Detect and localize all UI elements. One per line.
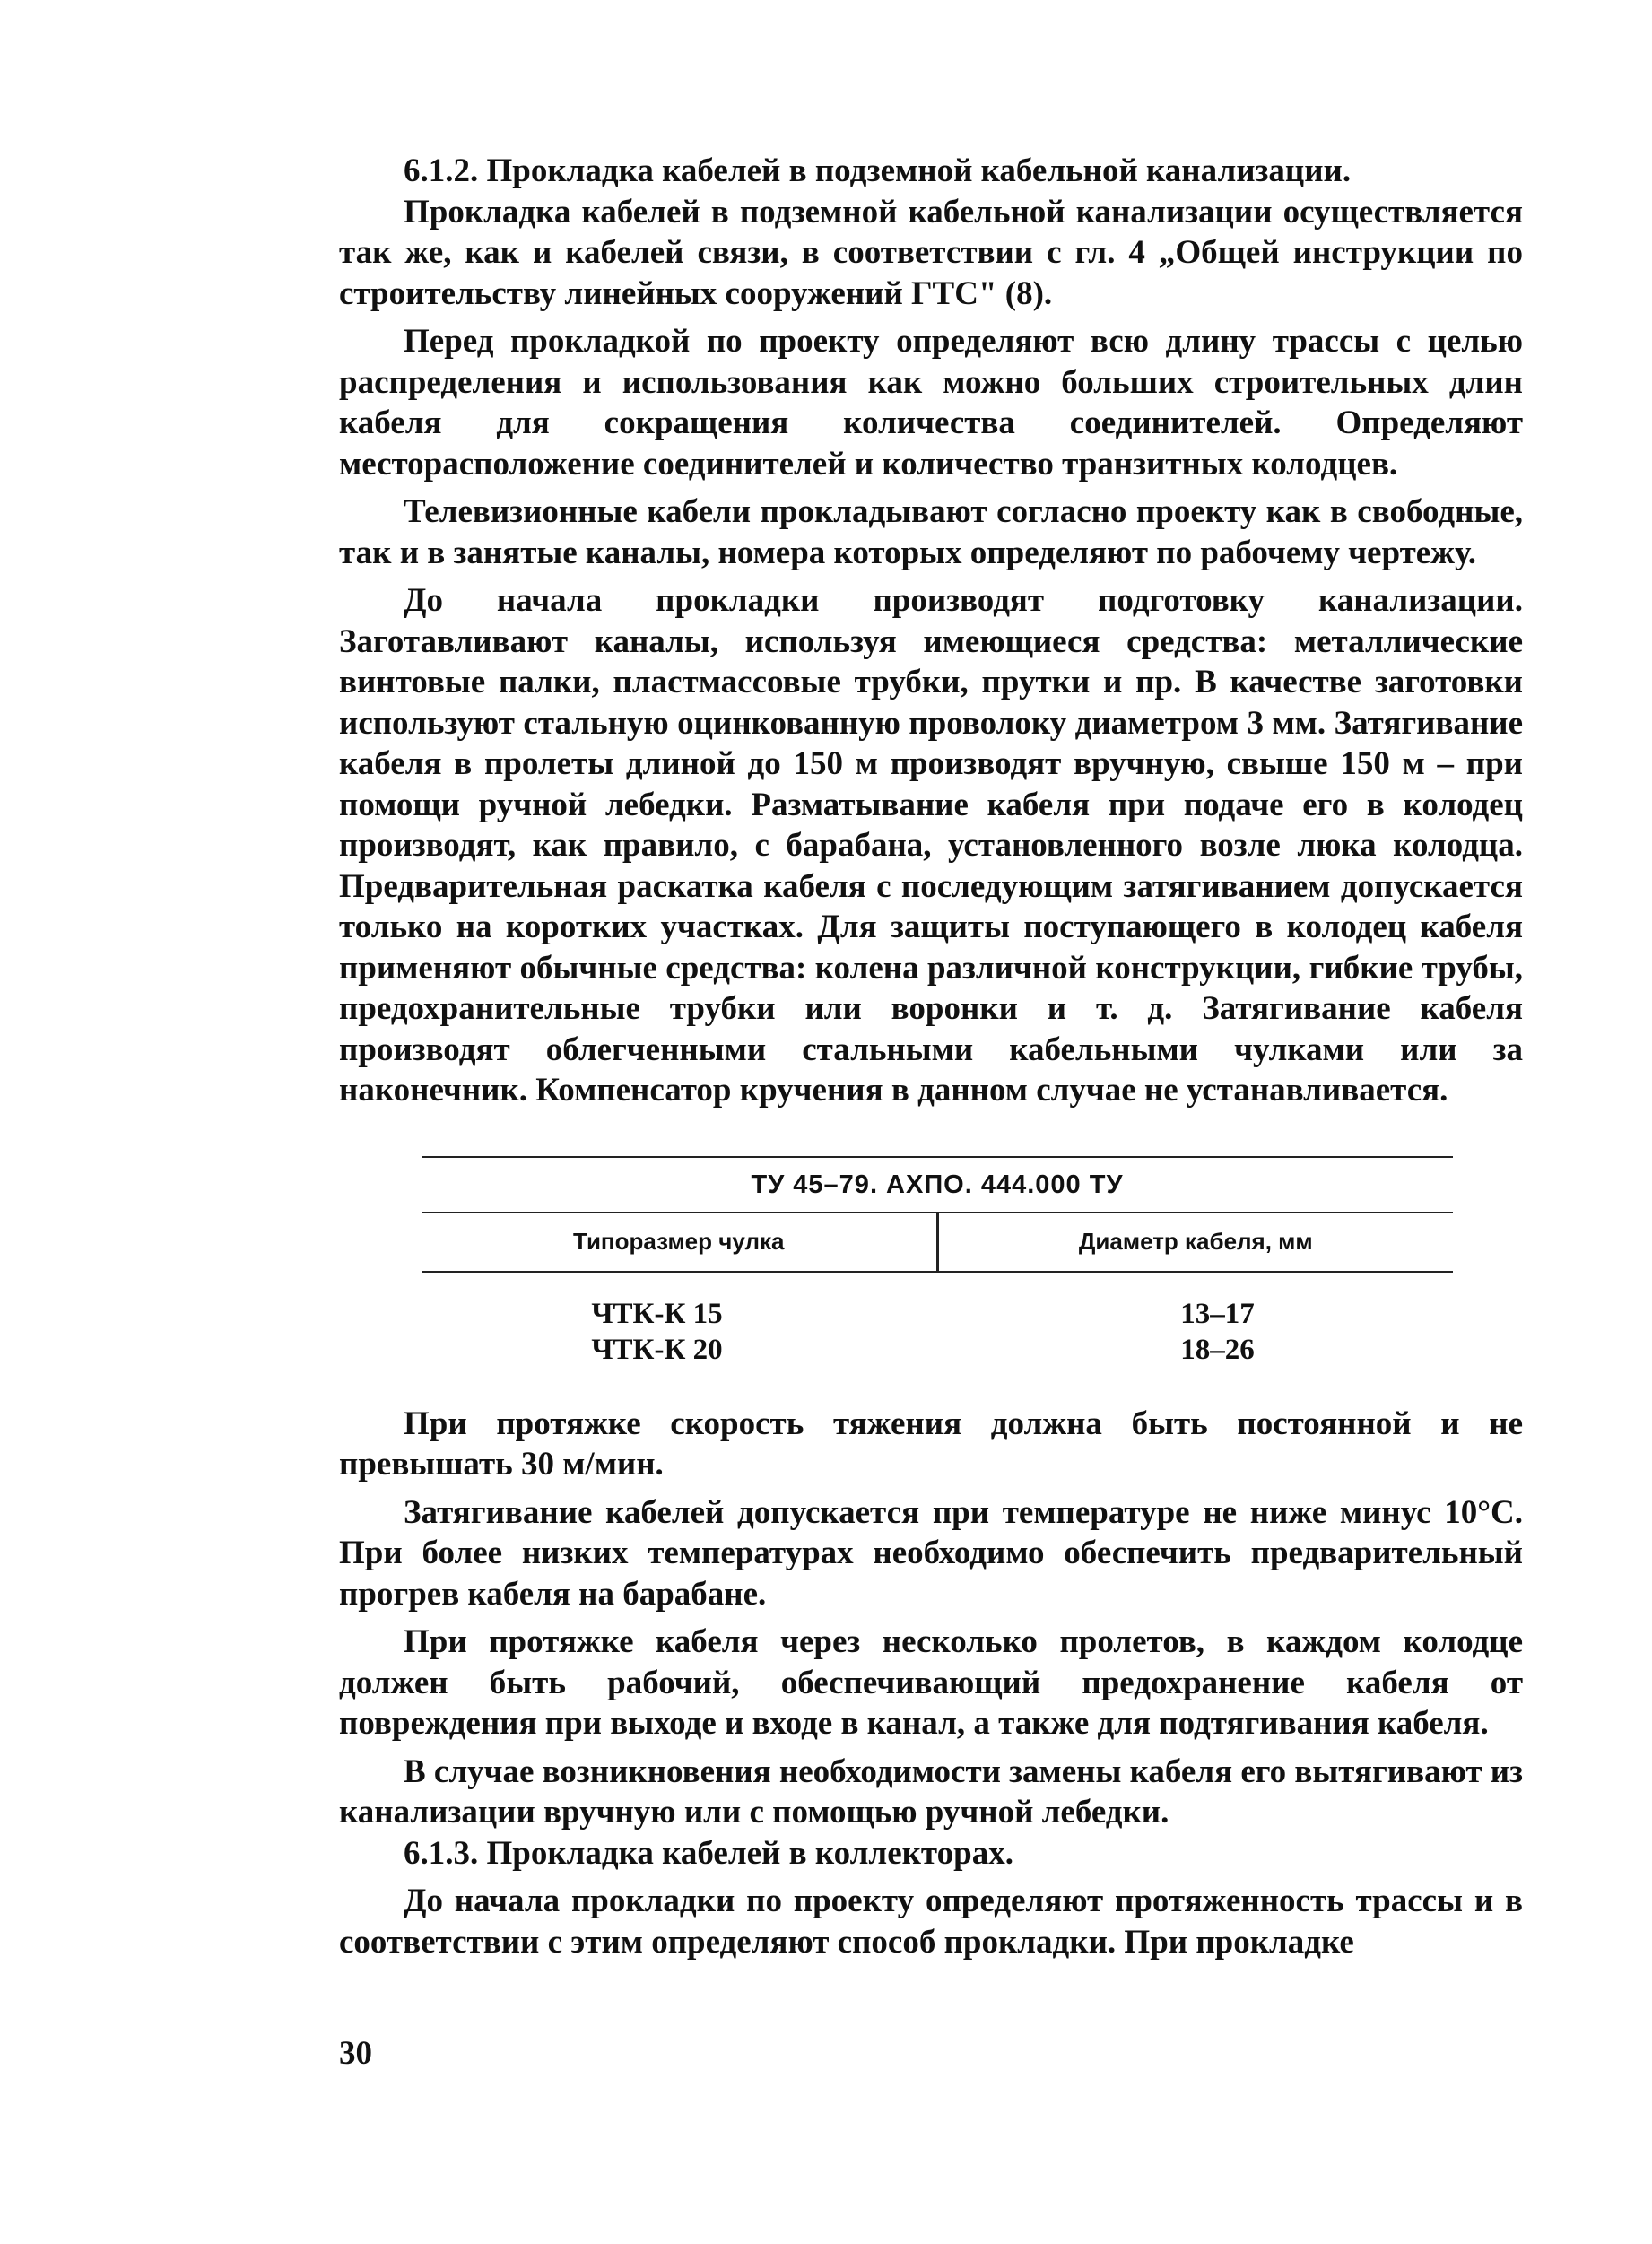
paragraph: До начала прокладки по проекту определяют протяженность трассы и в соответствии с этим определяют способ прокладки. При прокладке (339, 1883, 1523, 1961)
section-heading-6-1-2: 6.1.2. Прокладка кабелей в подземной кабельной канализации. (404, 152, 1352, 189)
paragraph: При протяжке кабеля через несколько пролетов, в каждом колодце должен быть рабочий, обеспечивающий предохранение кабеля от повреждения при выходе и входе в канал, а также для подтягивания кабеля. (339, 1623, 1523, 1742)
table-cell: 13–17 (1180, 1297, 1255, 1330)
table-header-row (422, 1213, 1453, 1271)
paragraph: До начала прокладки производят подготовку канализации. Заготавливают каналы, используя имеющиеся средства: металлические винтовые палки, пластмассовые трубки, прутки и пр. В качестве заготовки используют стальную оцинкованную проволоку диаметром 3 мм. Затягивание кабеля в пролеты длиной до 150 м производят вручную, свыше 150 м – при помощи ручной лебедки. Разматывание кабеля при подаче его в колодец производят, как правило, с барабана, установленного возле люка колодца. Предварительная раскатка кабеля с последующим затягиванием допускается только на коротких участках. Для защиты поступающего в колодец кабеля применяют обычные средства: колена различной конструкции, гибкие трубы, предохранительные трубки или воронки и т. д. Затягивание кабеля производят облегченными стальными кабельными чулками или за наконечник. Компенсатор кручения в данном случае не устанавливается. (339, 582, 1523, 1109)
paragraph: Прокладка кабелей в подземной кабельной канализации осуществляется так же, как и кабелей связи, в соответствии с гл. 4 „Общей инструкции по строительству линейных сооружений ГТС" (8). (339, 193, 1523, 312)
table-title: ТУ 45–79. АХПО. 444.000 ТУ (751, 1170, 1124, 1199)
stocking-size-table (422, 1156, 1453, 1368)
table-cell: ЧТК-К 20 (591, 1333, 723, 1366)
paragraph: В случае возникновения необходимости замены кабеля его вытягивают из канализации вручную или с помощью ручной лебедки. (339, 1753, 1523, 1831)
table-body (422, 1273, 1453, 1368)
section-heading-6-1-3: 6.1.3. Прокладка кабелей в коллекторах. (404, 1834, 1013, 1872)
table-header-cell: Диаметр кабеля, мм (1078, 1228, 1313, 1255)
paragraph: Затягивание кабелей допускается при температуре не ниже минус 10°С. При более низких температурах необходимо обеспечить предварительный прогрев кабеля на барабане. (339, 1493, 1523, 1613)
paragraph: Перед прокладкой по проекту определяют всю длину трассы с целью распределения и использования как можно больших строительных длин кабеля для сокращения количества соединителей. Определяют месторасположение соединителей и количество транзитных колодцев. (339, 323, 1523, 483)
table-cell: ЧТК-К 15 (591, 1297, 723, 1330)
table-row (422, 1332, 1453, 1368)
document-page (339, 151, 1523, 1962)
table-header-cell: Типоразмер чулка (422, 1213, 939, 1271)
page-number: 30 (339, 2035, 372, 2072)
table-cell: 18–26 (1180, 1333, 1255, 1366)
paragraph: Телевизионные кабели прокладывают согласно проекту как в свободные, так и в занятые каналы, номера которых определяют по рабочему чертежу. (339, 493, 1523, 571)
table-row (422, 1296, 1453, 1332)
paragraph: При протяжке скорость тяжения должна быть постоянной и не превышать 30 м/мин. (339, 1405, 1523, 1483)
